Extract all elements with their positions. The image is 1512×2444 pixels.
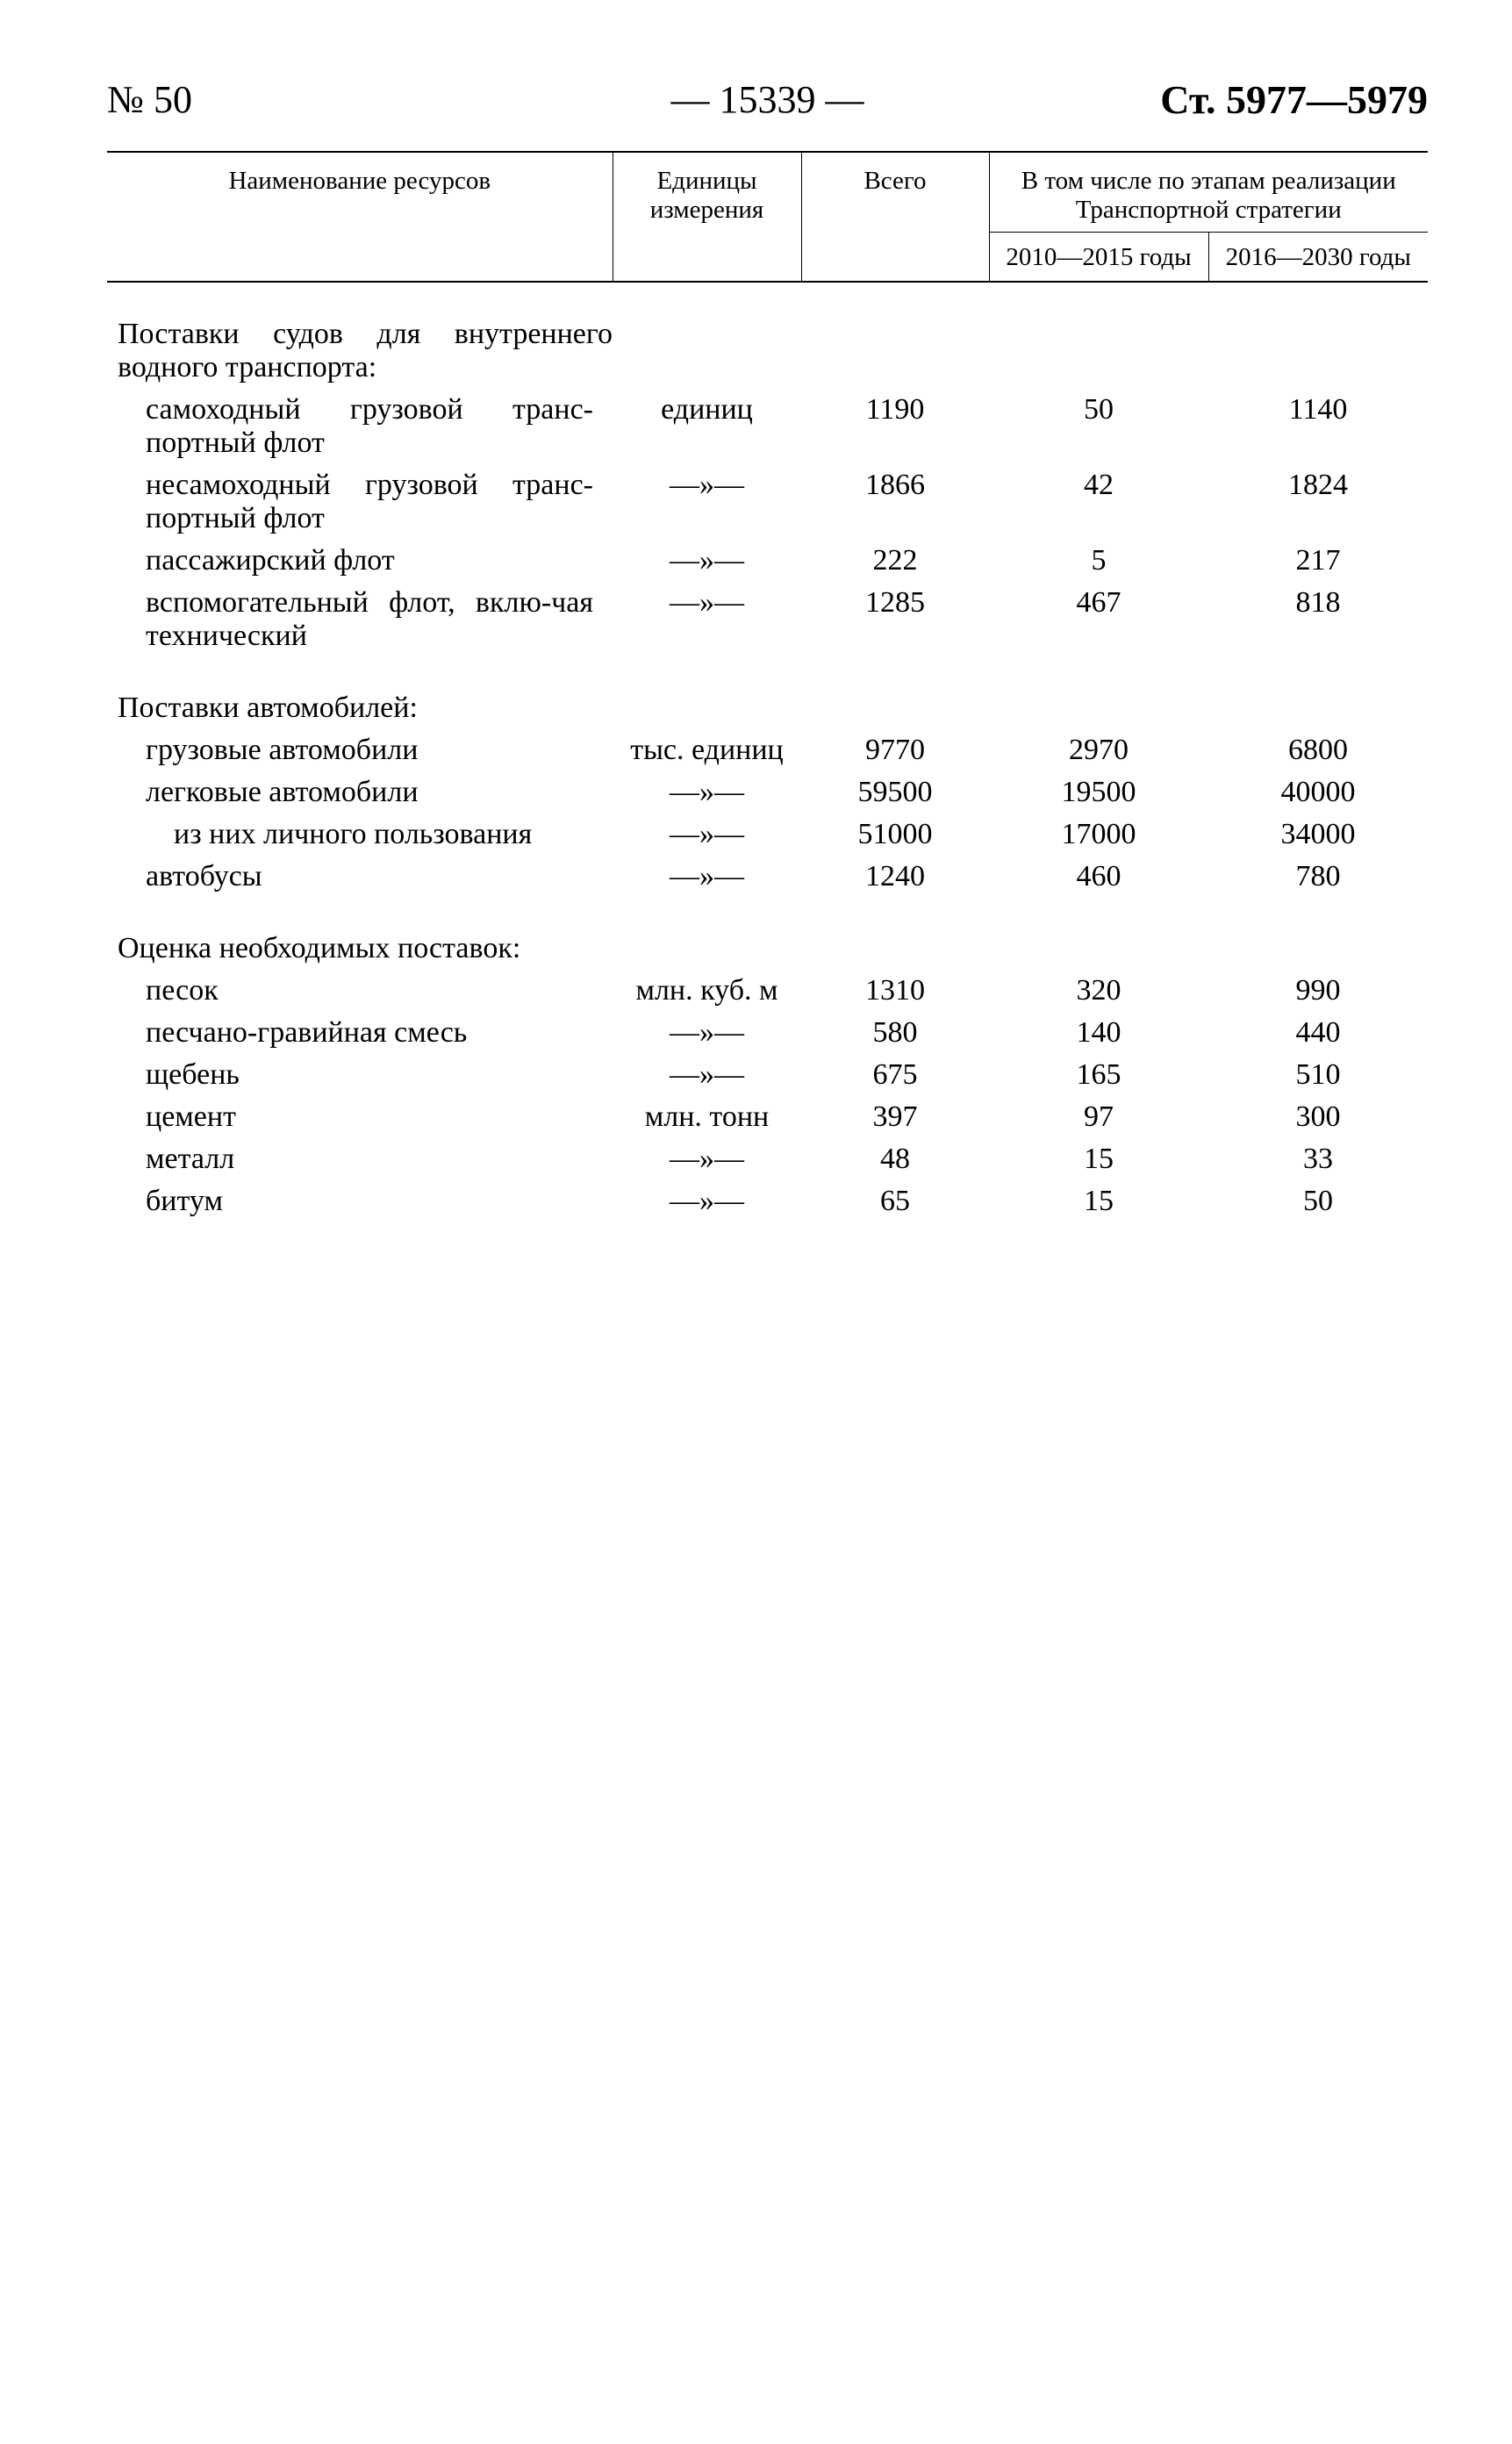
total-cell: 51000	[857, 818, 933, 850]
empty-cell	[989, 932, 1208, 974]
stage-2016-2030-cell: 990	[1295, 974, 1341, 1007]
spacer-row	[107, 902, 1428, 932]
table-body	[107, 282, 1428, 1227]
unit-cell: —»—	[670, 544, 744, 577]
stage-2016-2030-cell: 1140	[1288, 393, 1348, 426]
spacer-cell	[107, 902, 1428, 932]
stage-2010-2015-cell: 97	[1084, 1100, 1114, 1133]
stage-2010-2015-cell: 467	[1076, 586, 1121, 619]
col-header-unit: Единицы измерения	[613, 152, 801, 282]
unit-cell: —»—	[670, 818, 744, 850]
total-cell: 59500	[857, 776, 933, 808]
empty-cell	[613, 932, 801, 974]
col-header-total: Всего	[801, 152, 989, 282]
stage-2010-2015-cell: 15	[1084, 1185, 1114, 1217]
total-cell: 675	[872, 1058, 918, 1091]
resource-name: песок	[146, 974, 219, 1007]
table-row	[107, 734, 1428, 776]
table-row	[107, 586, 1428, 662]
col-header-name: Наименование ресурсов	[107, 152, 613, 282]
total-cell: 9770	[865, 734, 925, 766]
stage-2010-2015-cell: 42	[1084, 469, 1114, 501]
total-cell: 580	[872, 1016, 918, 1049]
unit-cell: —»—	[670, 860, 744, 892]
stage-2016-2030-cell: 33	[1303, 1143, 1333, 1175]
stage-2016-2030-cell: 818	[1295, 586, 1341, 619]
total-cell: 1310	[865, 974, 925, 1007]
resource-name: металл	[146, 1143, 235, 1175]
spacer-cell	[107, 662, 1428, 692]
stage-2016-2030-cell: 300	[1295, 1100, 1341, 1133]
empty-cell	[989, 318, 1208, 393]
stage-2016-2030-cell: 6800	[1288, 734, 1348, 766]
table-header	[107, 152, 1428, 282]
stage-2016-2030-cell: 40000	[1280, 776, 1356, 808]
empty-cell	[801, 318, 989, 393]
empty-cell	[1208, 318, 1428, 393]
spacer-cell	[107, 282, 1428, 318]
resource-name: автобусы	[146, 860, 262, 892]
resource-name: из них личного пользования	[174, 818, 533, 850]
empty-cell	[613, 692, 801, 734]
resource-name: несамоходный грузовой транс-портный флот	[146, 469, 593, 534]
section-row	[107, 692, 1428, 734]
total-cell: 65	[880, 1185, 910, 1217]
resource-name: щебень	[146, 1058, 240, 1091]
section-title: Оценка необходимых поставок:	[118, 932, 521, 964]
stage-2016-2030-cell: 780	[1295, 860, 1341, 892]
unit-cell: млн. тонн	[644, 1100, 770, 1133]
issue-number: № 50	[107, 78, 192, 121]
unit-cell: —»—	[670, 1016, 744, 1049]
stage-2010-2015-cell: 2970	[1069, 734, 1129, 766]
spacer-row	[107, 662, 1428, 692]
resource-name: битум	[146, 1185, 223, 1217]
total-cell: 1240	[865, 860, 925, 892]
unit-cell: —»—	[670, 586, 744, 619]
total-cell: 397	[872, 1100, 918, 1133]
stage-2016-2030-cell: 440	[1295, 1016, 1341, 1049]
table-row	[107, 393, 1428, 469]
page-number: — 15339 —	[670, 78, 864, 121]
section-title: Поставки автомобилей:	[118, 692, 418, 724]
stage-2010-2015-cell: 460	[1076, 860, 1121, 892]
section-row	[107, 318, 1428, 393]
resource-name: вспомогательный флот, вклю-чая технический	[146, 586, 593, 652]
total-cell: 1866	[865, 469, 925, 501]
table-row	[107, 1058, 1428, 1100]
article-range: Ст. 5977—5979	[1160, 77, 1428, 122]
table-row	[107, 776, 1428, 818]
unit-cell: —»—	[670, 1143, 744, 1175]
col-header-stage-2016-2030: 2016—2030 годы	[1208, 233, 1428, 283]
unit-cell: млн. куб. м	[635, 974, 778, 1007]
section-row	[107, 932, 1428, 974]
stage-2016-2030-cell: 34000	[1280, 818, 1356, 850]
table-row	[107, 1143, 1428, 1185]
unit-cell: —»—	[670, 469, 744, 501]
unit-cell: тыс. единиц	[630, 734, 784, 766]
resource-name: самоходный грузовой транс-портный флот	[146, 393, 593, 459]
stage-2016-2030-cell: 50	[1303, 1185, 1333, 1217]
empty-cell	[1208, 932, 1428, 974]
total-cell: 1190	[865, 393, 925, 426]
resource-name: легковые автомобили	[146, 776, 419, 808]
resources-table	[107, 151, 1428, 1227]
table-row	[107, 1016, 1428, 1058]
empty-cell	[801, 932, 989, 974]
total-cell: 222	[872, 544, 918, 577]
section-title: Поставки судов для внутреннего водного транспорта:	[118, 318, 613, 383]
stage-2010-2015-cell: 17000	[1061, 818, 1136, 850]
stage-2010-2015-cell: 19500	[1061, 776, 1136, 808]
unit-cell: —»—	[670, 1058, 744, 1091]
unit-cell: —»—	[670, 776, 744, 808]
unit-cell: —»—	[670, 1185, 744, 1217]
stage-2010-2015-cell: 140	[1076, 1016, 1121, 1049]
empty-cell	[989, 692, 1208, 734]
stage-2016-2030-cell: 1824	[1288, 469, 1348, 501]
stage-2010-2015-cell: 15	[1084, 1143, 1114, 1175]
resource-name: грузовые автомобили	[146, 734, 419, 766]
total-cell: 48	[880, 1143, 910, 1175]
col-header-stages: В том числе по этапам реализации Транспортной стратегии	[989, 152, 1428, 233]
stage-2010-2015-cell: 5	[1091, 544, 1107, 577]
resource-name: песчано-гравийная смесь	[146, 1016, 468, 1049]
table-row	[107, 1100, 1428, 1143]
empty-cell	[1208, 692, 1428, 734]
page-header	[107, 74, 1428, 126]
table-row	[107, 544, 1428, 586]
table-row	[107, 860, 1428, 902]
empty-cell	[613, 318, 801, 393]
unit-cell: единиц	[661, 393, 753, 426]
spacer-row	[107, 282, 1428, 318]
table-row	[107, 1185, 1428, 1227]
stage-2010-2015-cell: 50	[1084, 393, 1114, 426]
stage-2010-2015-cell: 165	[1076, 1058, 1121, 1091]
stage-2016-2030-cell: 510	[1295, 1058, 1341, 1091]
table-row	[107, 469, 1428, 544]
table-row	[107, 818, 1428, 860]
empty-cell	[801, 692, 989, 734]
stage-2016-2030-cell: 217	[1295, 544, 1341, 577]
resource-name: цемент	[146, 1100, 236, 1133]
col-header-stage-2010-2015: 2010—2015 годы	[989, 233, 1208, 283]
resources-table-container	[107, 151, 1428, 1227]
stage-2010-2015-cell: 320	[1076, 974, 1121, 1007]
total-cell: 1285	[865, 586, 925, 619]
resource-name: пассажирский флот	[146, 544, 395, 577]
table-row	[107, 974, 1428, 1016]
